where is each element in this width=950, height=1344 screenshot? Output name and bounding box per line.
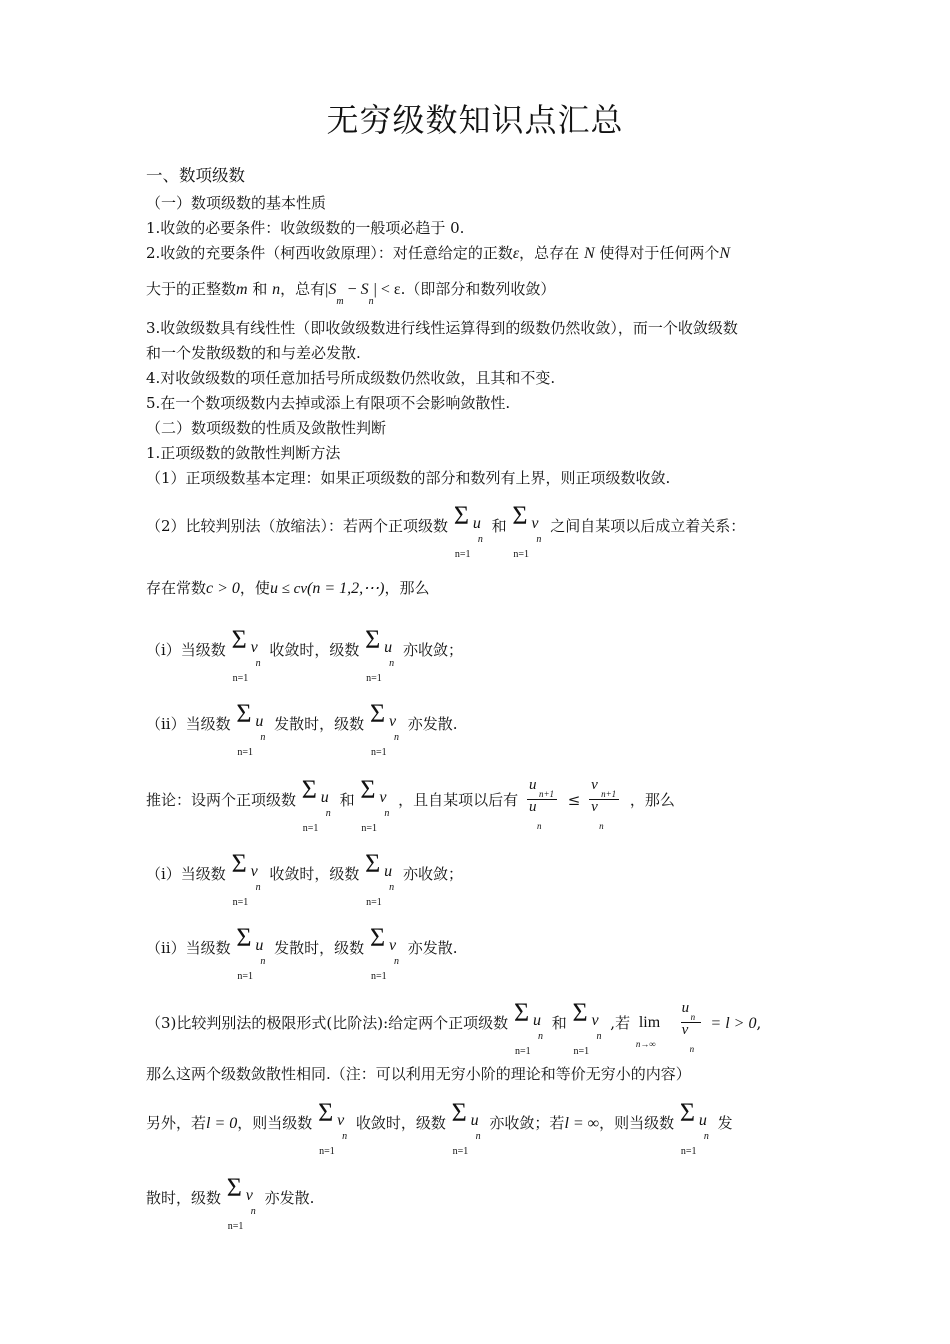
series-v: Σ v n n=1 [512,501,542,560]
comparison-test-line1: （2）比较判别法（放缩法）：若两个正项级数 Σ u n n=1 和 Σ v n n=1 之间自某项以后成立着关系： [146,501,746,560]
limit-comparison-line1: （3)比较判别法的极限形式(比阶法):给定两个正项级数 Σ u n n=1 和 Σ v n n=1 ,若 lim n→∞ u n v n = l > 0, [146,998,762,1057]
property-4: 4.对收敛级数的项任意加括号所成级数仍然收敛，且其和不变. [146,369,556,387]
property-3-line2: 和一个发散级数的和与差必发散. [146,344,361,362]
ratio-v: v n+1 v n [585,791,625,811]
series-v: Σ v n n=1 [360,775,390,834]
property-5: 5.在一个数项级数内去掉或添上有限项不会影响敛散性. [146,394,511,412]
series-u: Σ u n n=1 [513,998,543,1057]
series-v: Σ v n n=1 [231,625,261,684]
series-u: Σ u n n=1 [301,775,331,834]
case-i-2: （i）当级数 Σ v n n=1 收敛时，级数 Σ u n n=1 亦收敛； [146,849,463,908]
case-i-1: （i）当级数 Σ v n n=1 收敛时，级数 Σ u n n=1 亦收敛； [146,625,463,684]
property-3-line1: 3.收敛级数具有线性性（即收敛级数进行线性运算得到的级数仍然收敛），而一个收敛级数 [146,319,738,337]
section-heading-1: 一、数项级数 [146,166,245,185]
limit-operator: lim n→∞ [635,1014,661,1049]
limit-comparison-line2: 那么这两个级数敛散性相同.（注：可以利用无穷小阶的理论和等价无穷小的内容） [146,1065,691,1083]
basic-theorem: （1）正项级数基本定理：如果正项级数的部分和数列有上界，则正项级数收敛. [146,469,671,487]
subsection-heading-2: （二）数项级数的性质及敛散性判断 [146,419,387,437]
series-u: Σ u n n=1 [365,625,395,684]
series-v: Σ v n n=1 [231,849,261,908]
property-2-line2: 大于的正整数m 和 n，总有$|S_m - S_n| < \varepsilon$.（即部分和数列收敛） [146,280,556,308]
corollary-line: 推论：设两个正项级数 Σ u n n=1 和 Σ v n n=1 ，且自某项以后有 u n+1 u n ≤ v n+1 v n ，那么 [146,775,675,834]
series-v: Σ v n n=1 [226,1173,256,1232]
method-heading: 1.正项级数的敛散性判断方法 [146,444,341,462]
series-u: Σ u n n=1 [236,923,266,982]
case-ii-2: （ii）当级数 Σ u n n=1 发散时，级数 Σ v n n=1 亦发散. [146,923,458,982]
special-cases-line2: 散时，级数 Σ v n n=1 亦发散. [146,1173,315,1232]
case-ii-1: （ii）当级数 Σ u n n=1 发散时，级数 Σ v n n=1 亦发散. [146,699,458,758]
series-v: Σ v n n=1 [369,699,399,758]
series-u: Σ u n n=1 [451,1098,481,1157]
property-2-line1: 2.收敛的充要条件（柯西收敛原理）：对任意给定的正数ε，总存在 N 使得对于任何两个N [146,244,731,262]
comparison-test-line2: 存在常数c > 0，使u ≤ cv(n = 1,2,⋯)，那么 [146,579,430,597]
series-v: Σ v n n=1 [572,998,602,1057]
series-u: Σ u n n=1 [679,1098,709,1157]
ratio-un-vn: u n v n [680,1014,706,1034]
series-u: Σ u n n=1 [236,699,266,758]
cauchy-inequality: $|S_m - S_n| < \varepsilon$ [325,281,401,308]
series-u: Σ u n n=1 [365,849,395,908]
page-title: 无穷级数知识点汇总 [326,101,624,139]
special-cases-line1: 另外，若l = 0，则当级数 Σ v n n=1 收敛时，级数 Σ u n n=1 亦收敛；若l = ∞，则当级数 Σ u n n=1 发 [146,1098,733,1157]
series-v: Σ v n n=1 [318,1098,348,1157]
subsection-heading-1: （一）数项级数的基本性质 [146,194,327,212]
series-u: Σ u n n=1 [453,501,483,560]
property-1: 1.收敛的必要条件：收敛级数的一般项必趋于 0. [146,219,465,237]
series-v: Σ v n n=1 [369,923,399,982]
ratio-u: u n+1 u n [523,791,563,811]
